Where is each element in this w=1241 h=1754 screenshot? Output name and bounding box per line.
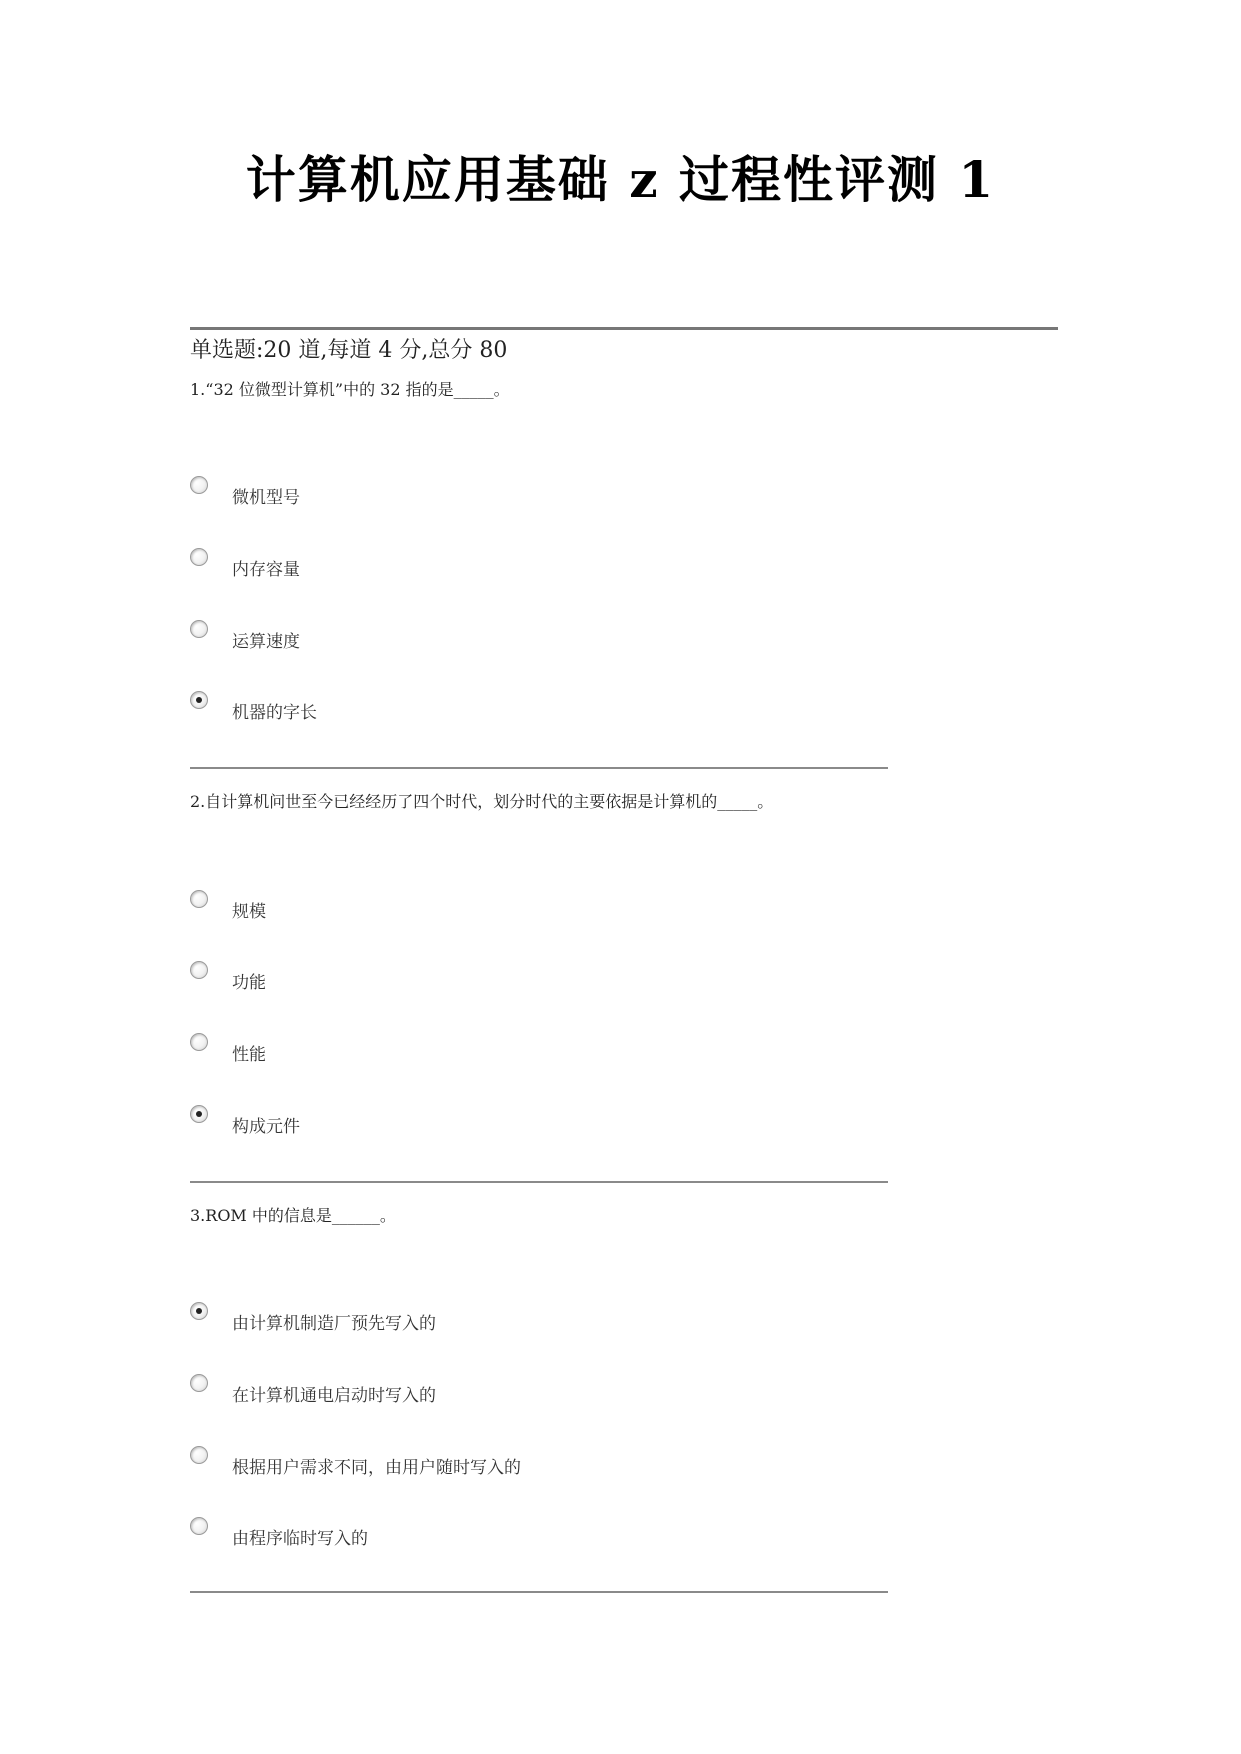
radio-button[interactable] bbox=[190, 548, 208, 566]
radio-button[interactable] bbox=[190, 890, 208, 908]
q1-option-c[interactable] bbox=[190, 620, 890, 654]
q3-option-c[interactable] bbox=[190, 1446, 890, 1480]
q3-option-b[interactable] bbox=[190, 1374, 890, 1408]
radio-button[interactable] bbox=[190, 961, 208, 979]
q2-option-a[interactable] bbox=[190, 890, 890, 924]
radio-button[interactable] bbox=[190, 1033, 208, 1051]
option-label[interactable]: 微机型号 bbox=[232, 488, 300, 508]
option-label[interactable]: 规模 bbox=[232, 902, 266, 922]
question-divider bbox=[190, 767, 888, 769]
question-3-text: 3.ROM 中的信息是______。 bbox=[190, 1206, 396, 1225]
radio-button[interactable] bbox=[190, 1446, 208, 1464]
option-label[interactable]: 功能 bbox=[232, 973, 266, 993]
option-label[interactable]: 根据用户需求不同，由用户随时写入的 bbox=[232, 1458, 521, 1478]
question-2-text: 2.自计算机问世至今已经经历了四个时代，划分时代的主要依据是计算机的_____。 bbox=[190, 792, 774, 811]
option-label[interactable]: 由程序临时写入的 bbox=[232, 1529, 368, 1549]
radio-button[interactable] bbox=[190, 1374, 208, 1392]
q2-option-c[interactable] bbox=[190, 1033, 890, 1067]
q3-option-a[interactable] bbox=[190, 1302, 890, 1336]
q1-option-a[interactable] bbox=[190, 476, 890, 510]
q2-option-b[interactable] bbox=[190, 961, 890, 995]
q3-option-d[interactable] bbox=[190, 1517, 890, 1551]
section-header: 单选题:20 道,每道 4 分,总分 80 bbox=[190, 338, 508, 363]
question-1 bbox=[190, 378, 930, 778]
option-label[interactable]: 内存容量 bbox=[232, 560, 300, 580]
option-label[interactable]: 由计算机制造厂预先写入的 bbox=[232, 1314, 436, 1334]
radio-button[interactable] bbox=[190, 476, 208, 494]
radio-button-selected[interactable] bbox=[190, 1105, 208, 1123]
radio-button[interactable] bbox=[190, 1517, 208, 1535]
question-divider bbox=[190, 1591, 888, 1593]
q1-option-d[interactable] bbox=[190, 691, 890, 725]
question-2 bbox=[190, 790, 930, 1190]
q1-option-b[interactable] bbox=[190, 548, 890, 582]
option-label[interactable]: 性能 bbox=[232, 1045, 266, 1065]
radio-button[interactable] bbox=[190, 620, 208, 638]
option-label[interactable]: 机器的字长 bbox=[232, 703, 317, 723]
option-label[interactable]: 在计算机通电启动时写入的 bbox=[232, 1386, 436, 1406]
radio-button-selected[interactable] bbox=[190, 1302, 208, 1320]
header-divider bbox=[190, 327, 1058, 330]
option-label[interactable]: 构成元件 bbox=[232, 1117, 300, 1137]
option-label[interactable]: 运算速度 bbox=[232, 632, 300, 652]
q2-option-d[interactable] bbox=[190, 1105, 890, 1139]
question-1-text: 1.“32 位微型计算机”中的 32 指的是_____。 bbox=[190, 380, 510, 399]
question-divider bbox=[190, 1181, 888, 1183]
question-3 bbox=[190, 1204, 930, 1604]
radio-button-selected[interactable] bbox=[190, 691, 208, 709]
page-title: 计算机应用基础 z 过程性评测 1 bbox=[245, 150, 996, 209]
